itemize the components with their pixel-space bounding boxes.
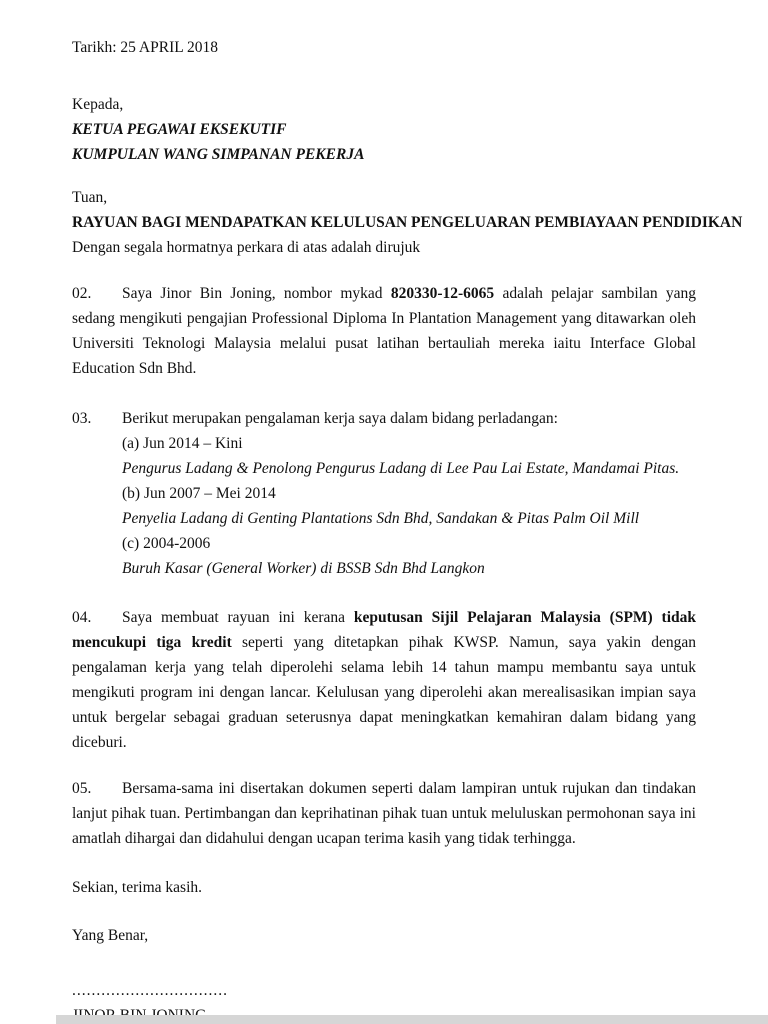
salutation-line: Kepada, xyxy=(72,96,124,113)
subject-line: RAYUAN BAGI MENDAPATKAN KELULUSAN PENGELUARAN PEMBIAYAAN PENDIDIKAN xyxy=(72,214,743,231)
mykad-number: 820330-12-6065 xyxy=(390,285,495,302)
intro-line: Dengan segala hormatnya perkara di atas adalah dirujuk xyxy=(72,239,421,256)
paragraph-03 xyxy=(72,406,696,581)
signature-line: ................................ xyxy=(72,982,228,999)
paragraph-03-lead-text: Berikut merupakan pengalaman kerja saya dalam bidang perladangan: xyxy=(122,410,558,427)
experience-item-c-role: Buruh Kasar (General Worker) di BSSB Sdn Bhd Langkon xyxy=(122,560,485,577)
recipient-organization: KUMPULAN WANG SIMPANAN PEKERJA xyxy=(72,146,365,163)
closing-line: Sekian, terima kasih. xyxy=(72,879,202,896)
paragraph-04 xyxy=(72,605,696,755)
paragraph-04-number: 04. xyxy=(72,609,92,626)
subject-block xyxy=(72,185,743,260)
paragraph-05-number: 05. xyxy=(72,780,92,797)
spm-emphasis: keputusan Sijil Pelajaran Malaysia (SPM) tidak mencukupi tiga kredit xyxy=(72,609,696,651)
paragraph-02-text-end: adalah pelajar sambilan yang sedang mengikuti pengajian Professional Diploma In Plantation Management yang ditawarkan oleh Universiti Teknologi Malaysia melalui pusat latihan bertauliah mereka iaitu Interface Global Education Sdn Bhd. xyxy=(72,285,696,377)
recipient-title: KETUA PEGAWAI EKSEKUTIF xyxy=(72,121,287,138)
experience-item-a-role: Pengurus Ladang & Penolong Pengurus Ladang di Lee Pau Lai Estate, Mandamai Pitas. xyxy=(122,460,680,477)
experience-item-b-role: Penyelia Ladang di Genting Plantations Sdn Bhd, Sandakan & Pitas Palm Oil Mill xyxy=(122,510,640,527)
page-bottom-edge xyxy=(56,1015,768,1024)
paragraph-03-number: 03. xyxy=(72,410,92,427)
paragraph-02 xyxy=(72,281,696,381)
paragraph-05 xyxy=(72,776,696,851)
paragraph-05-text: Bersama-sama ini disertakan dokumen seperti dalam lampiran untuk rujukan dan tindakan lanjut pihak tuan. Pertimbangan dan keprihatinan pihak tuan untuk meluluskan permohonan saya ini amatlah dihargai dan didahului dengan ucapan terima kasih yang tidak terhingga. xyxy=(72,780,696,847)
greeting-line: Tuan, xyxy=(72,189,108,206)
paragraph-04-text-start: Saya membuat rayuan ini kerana xyxy=(122,609,354,626)
paragraph-03-lead xyxy=(72,406,696,431)
experience-item-c-period: (c) 2004-2006 xyxy=(122,535,211,552)
experience-list xyxy=(122,431,696,581)
paragraph-02-number: 02. xyxy=(72,285,92,302)
experience-item-a-period: (a) Jun 2014 – Kini xyxy=(122,435,243,452)
experience-item-b-period: (b) Jun 2007 – Mei 2014 xyxy=(122,485,276,502)
date-line: Tarikh: 25 APRIL 2018 xyxy=(72,39,219,56)
sign-off-line: Yang Benar, xyxy=(72,927,149,944)
recipient-block xyxy=(72,92,696,167)
paragraph-02-text-start: Saya Jinor Bin Joning, nombor mykad xyxy=(122,285,391,302)
paragraph-04-text-end: seperti yang ditetapkan pihak KWSP. Namun, saya yakin dengan pengalaman kerja yang telah diperolehi selama lebih 14 tahun mampu membantu saya untuk mengikuti program ini dengan lancar. Kelulusan yang diperolehi akan merealisasikan impian saya untuk bergelar sebagai graduan seterusnya dapat meningkatkan kemahiran dalam bidang yang diceburi. xyxy=(72,634,696,751)
